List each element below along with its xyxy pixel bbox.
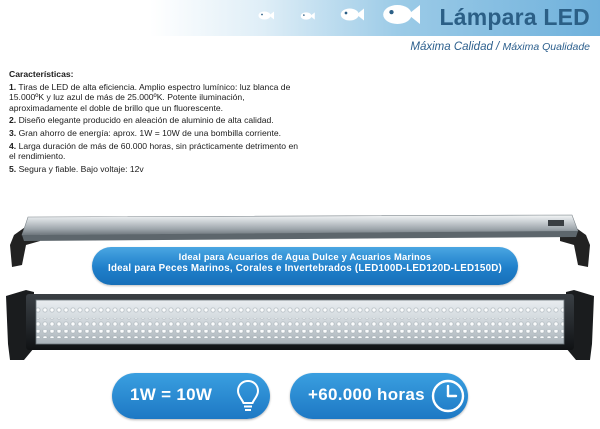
feature-item [9, 115, 299, 126]
feature-text: Larga duración de más de 60.000 horas, sin prácticamente detrimento en el rendimiento. [9, 140, 299, 162]
fish-icon-large [382, 1, 420, 28]
lifetime-badge [290, 373, 468, 419]
power-badge-label: 1W = 10W [130, 385, 213, 404]
feature-number: 3. [9, 127, 17, 138]
feature-text: Segura y fiable. Bajo voltaje: 12v [18, 163, 144, 174]
subtitle-alt-text: Máxima Qualidade [502, 41, 590, 53]
page-subtitle [410, 41, 590, 53]
lifetime-badge-label: +60.000 horas [308, 385, 425, 404]
feature-number: 2. [9, 115, 17, 126]
lamp-led-image [0, 286, 600, 366]
usage-line-1: Ideal para Acuarios de Agua Dulce y Acuarios Marinos [178, 251, 432, 262]
usage-banner [92, 247, 518, 285]
lightbulb-icon [236, 378, 260, 414]
features-title: Características: [9, 69, 74, 79]
features-list [9, 69, 299, 176]
feature-item [9, 82, 299, 114]
clock-icon [430, 378, 466, 414]
fish-icon-medium [340, 6, 364, 23]
subtitle-text: Máxima Calidad [410, 41, 493, 53]
feature-number: 5. [9, 163, 17, 174]
feature-item [9, 141, 299, 162]
header-banner [150, 0, 600, 36]
feature-item [9, 164, 299, 175]
fish-icon-small [300, 11, 315, 21]
subtitle-separator: / [492, 41, 503, 53]
feature-item [9, 128, 299, 139]
feature-text: Diseño elegante producido en aleación de aluminio de alta calidad. [18, 115, 274, 126]
usage-line-2: Ideal para Peces Marinos, Corales e Invertebrados (LED100D-LED120D-LED150D) [108, 263, 502, 274]
feature-number: 4. [9, 140, 17, 151]
feature-text: Gran ahorro de energía: aprox. 1W = 10W de una bombilla corriente. [18, 127, 282, 138]
feature-number: 1. [9, 81, 17, 92]
feature-text: Tiras de LED de alta eficiencia. Amplio espectro lumínico: luz blanca de 15.000ºK y luz azul de más de 25.000ºK. Potente iluminación, aproximadamente el doble de brillo que un fluorescente. [9, 81, 291, 113]
page-title: Lámpara LED [439, 4, 590, 30]
fish-icon-small [258, 10, 274, 21]
power-badge [112, 373, 270, 419]
